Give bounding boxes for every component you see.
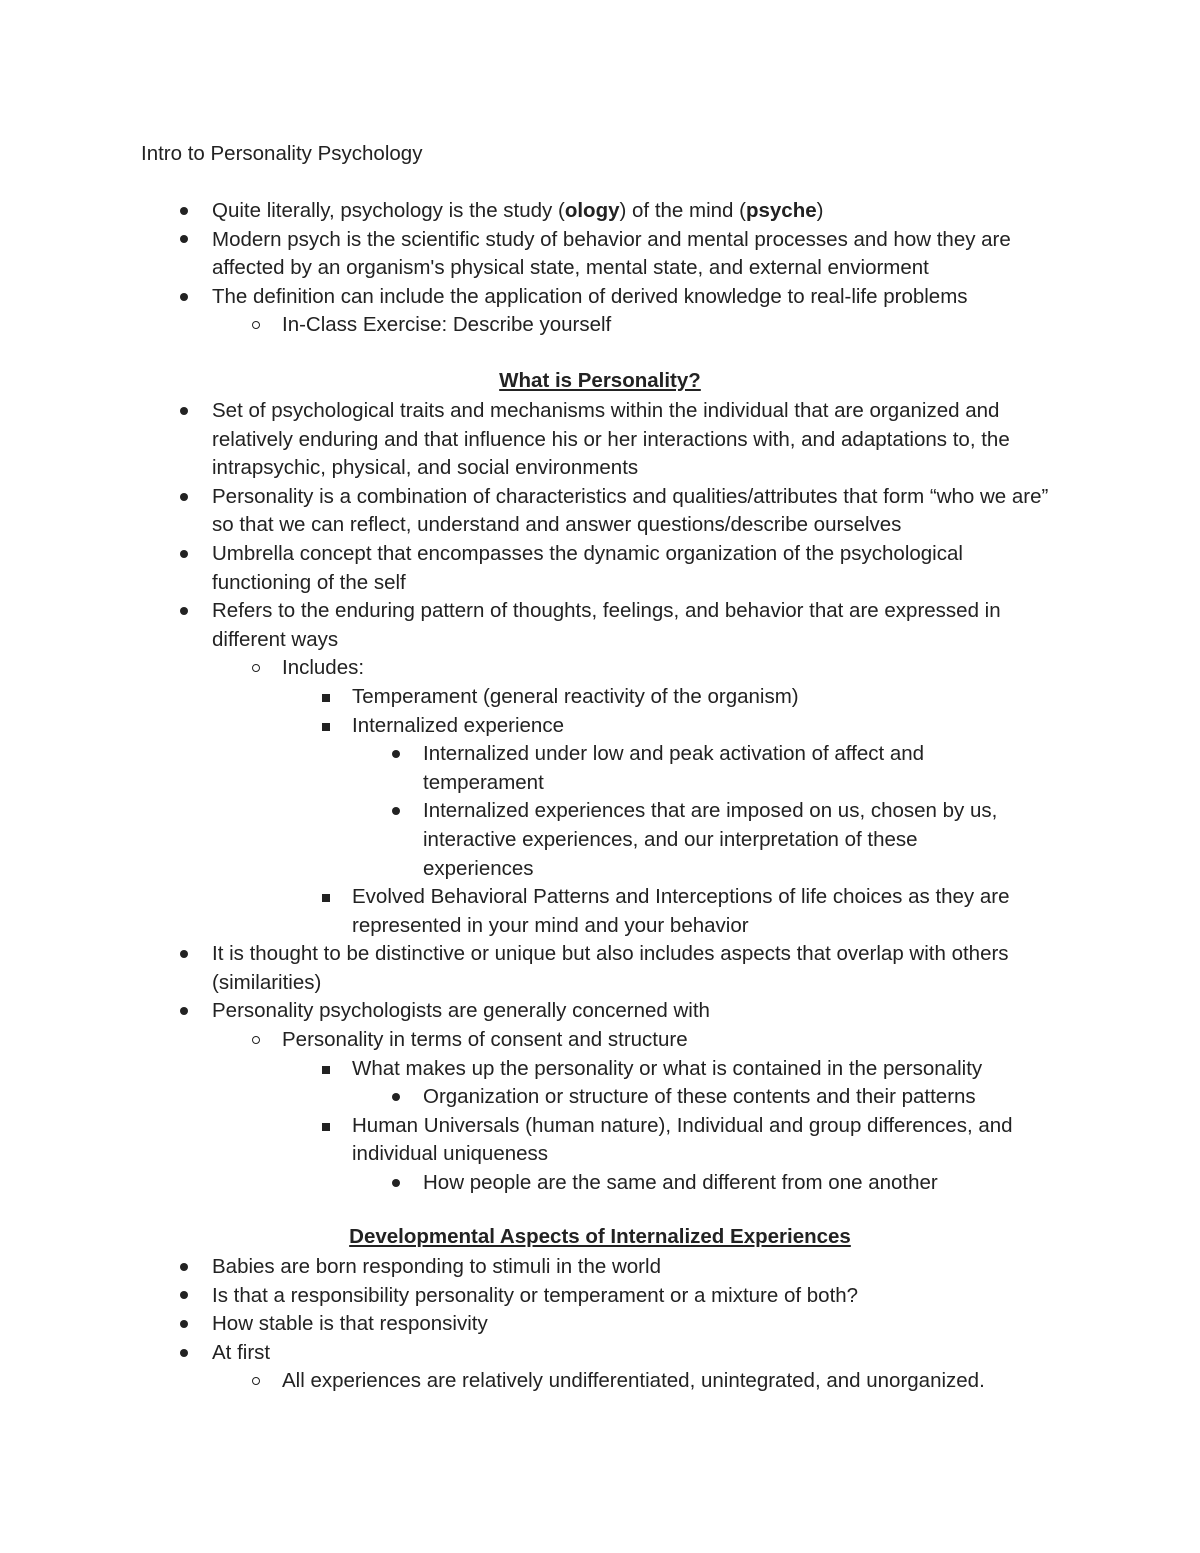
list-item <box>0 740 1200 797</box>
list-item <box>0 1310 1200 1339</box>
list-item-text: Internalized under low and peak activation of affect and temperament <box>423 742 925 794</box>
list-item-text: Evolved Behavioral Patterns and Interceptions of life choices as they are represented in your mind and your behavior <box>352 885 1010 937</box>
list-item-text: Is that a responsibility personality or temperament or a mixture of both? <box>212 1283 859 1307</box>
list-item-text: Internalized experiences that are imposed on us, chosen by us, interactive experiences, and our interpretation of these experiences <box>423 799 998 880</box>
bullet-dot-icon <box>174 940 194 969</box>
list-item-text: Personality in terms of consent and structure <box>282 1028 688 1052</box>
list-item-text: At first <box>212 1340 271 1364</box>
list-item-text: Includes: <box>282 656 365 680</box>
list-item-text: Modern psych is the scientific study of behavior and mental processes and how they are affected by an organism's physical state, mental state, and external enviorment <box>212 227 1011 280</box>
list-item <box>0 940 1200 997</box>
list-item-text: Organization or structure of these contents and their patterns <box>423 1085 976 1109</box>
bullet-dot-icon <box>386 1083 406 1112</box>
list-item <box>0 1112 1200 1169</box>
list-item <box>0 997 1200 1026</box>
bullet-circle-icon <box>246 1367 266 1396</box>
list-item <box>0 1169 1200 1198</box>
bullet-dot-icon <box>174 197 194 226</box>
text: ) of the mind ( <box>619 199 746 222</box>
section-heading: What is Personality? <box>499 369 701 392</box>
list-item <box>0 683 1200 712</box>
list-item-text: Personality is a combination of characteristics and qualities/attributes that form “who we are” so that we can reflect, understand and answer questions/describe ourselves <box>212 484 1049 537</box>
bold-term: psyche <box>745 199 817 222</box>
bullet-dot-icon <box>174 1310 194 1339</box>
bold-term: ology <box>564 199 620 222</box>
list-item-text: Babies are born responding to stimuli in the world <box>212 1255 661 1278</box>
list-item <box>0 1339 1200 1368</box>
bullet-dot-icon <box>174 397 194 426</box>
bullet-square-icon <box>316 1055 336 1084</box>
text: Quite literally, psychology is the study ( <box>212 199 565 222</box>
bullet-dot-icon <box>174 597 194 626</box>
text: ) <box>816 199 824 222</box>
document-title: Intro to Personality Psychology <box>141 142 423 165</box>
bullet-dot-icon <box>386 740 406 769</box>
list-item <box>0 654 1200 683</box>
list-item <box>0 797 1200 883</box>
list-item <box>0 883 1200 940</box>
list-item <box>0 1282 1200 1311</box>
list-item <box>0 1083 1200 1112</box>
list-item <box>0 1026 1200 1055</box>
list-item <box>0 283 1200 312</box>
list-item <box>0 597 1200 654</box>
list-item-text: Personality psychologists are generally concerned with <box>212 999 710 1023</box>
bullet-square-icon <box>316 683 336 712</box>
list-item <box>0 397 1200 483</box>
list-item-text: What makes up the personality or what is contained in the personality <box>352 1056 983 1080</box>
intro-list <box>0 197 1200 340</box>
list-item <box>0 540 1200 597</box>
bullet-dot-icon <box>174 997 194 1026</box>
bullet-dot-icon <box>174 226 194 255</box>
list-item-text: Umbrella concept that encompasses the dynamic organization of the psychological functioning of the self <box>212 541 963 594</box>
bullet-square-icon <box>316 883 336 912</box>
list-item <box>0 1253 1200 1282</box>
list-item-text: Human Universals (human nature), Individual and group differences, and individual uniqueness <box>352 1113 1013 1166</box>
bullet-dot-icon <box>174 483 194 512</box>
bullet-dot-icon <box>386 1169 406 1198</box>
bullet-dot-icon <box>174 1253 194 1282</box>
bullet-dot-icon <box>386 797 406 826</box>
development-list <box>0 1253 1200 1396</box>
list-item-text: How stable is that responsivity <box>212 1312 488 1336</box>
personality-list <box>0 397 1200 1198</box>
bullet-circle-icon <box>246 311 266 340</box>
list-item <box>0 311 1200 340</box>
list-item-text: Set of psychological traits and mechanisms within the individual that are organized and relatively enduring and that influence his or her interactions with, and adaptations to, the intrapsychic, physical, and social environments <box>212 399 1010 480</box>
bullet-dot-icon <box>174 283 194 312</box>
list-item <box>0 1055 1200 1084</box>
list-item-text: Internalized experience <box>352 713 564 737</box>
bullet-circle-icon <box>246 1026 266 1055</box>
list-item-text: Temperament (general reactivity of the organism) <box>352 684 799 708</box>
bullet-dot-icon <box>174 1339 194 1368</box>
list-item-text: All experiences are relatively undifferentiated, unintegrated, and unorganized. <box>282 1369 985 1393</box>
list-item <box>0 1367 1200 1396</box>
bullet-dot-icon <box>174 540 194 569</box>
bullet-dot-icon <box>174 1282 194 1311</box>
list-item <box>0 712 1200 741</box>
list-item <box>0 197 1200 226</box>
list-item-text: Refers to the enduring pattern of thoughts, feelings, and behavior that are expressed in different ways <box>212 599 1001 651</box>
list-item-text: It is thought to be distinctive or unique but also includes aspects that overlap with others (similarities) <box>212 942 1009 994</box>
bullet-square-icon <box>316 1112 336 1141</box>
bullet-square-icon <box>316 712 336 741</box>
list-item <box>0 226 1200 283</box>
list-item-text: How people are the same and different from one another <box>423 1171 938 1195</box>
list-item <box>0 483 1200 540</box>
list-item-text: The definition can include the application of derived knowledge to real-life problems <box>212 284 968 308</box>
bullet-circle-icon <box>246 654 266 683</box>
section-heading: Developmental Aspects of Internalized Experiences <box>349 1225 851 1248</box>
list-item-text: In-Class Exercise: Describe yourself <box>282 313 612 337</box>
